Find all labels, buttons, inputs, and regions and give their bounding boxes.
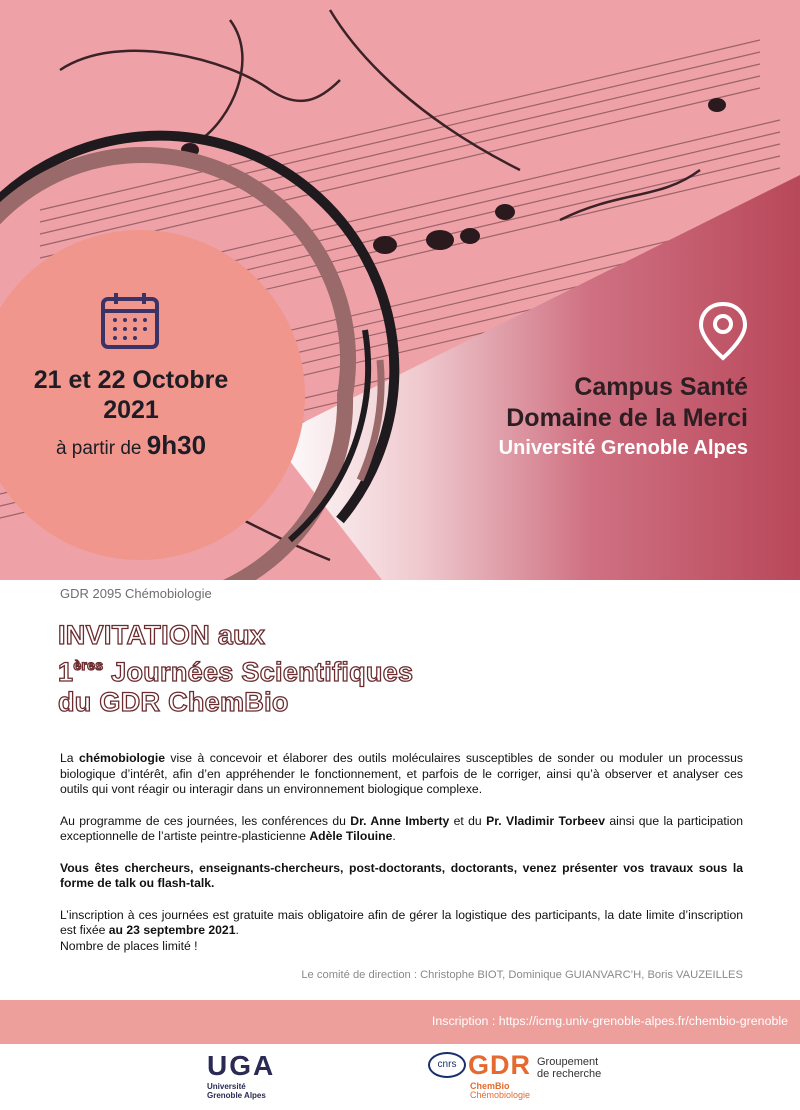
- location-campus: Campus Santé: [574, 373, 748, 401]
- text: ainsi que la participation exceptionnelle de l’artiste peintre-plasticienne: [60, 813, 744, 843]
- speaker-name: Pr. Vladimir Torbeev: [486, 813, 605, 828]
- paragraph-registration: [60, 908, 743, 955]
- uga-subtitle-1: Université: [207, 1082, 246, 1091]
- gdr-logo: GDR: [468, 1050, 531, 1080]
- calendar-icon: [100, 290, 162, 352]
- invitation-title: [58, 620, 413, 717]
- uga-logo: [207, 1050, 275, 1100]
- registration-bar: [0, 1000, 800, 1044]
- title-line-1: INVITATION aux: [58, 620, 266, 650]
- registration-deadline: au 23 septembre 2021: [108, 923, 236, 937]
- gdr-group-line-2: de recherche: [537, 1068, 602, 1080]
- location-pin-icon: [695, 300, 751, 362]
- paragraph-call: [60, 861, 743, 892]
- title-ordinal-suffix: ères: [73, 657, 104, 673]
- chembio-line-1: ChemBio: [470, 1081, 510, 1091]
- event-location: [499, 372, 748, 462]
- committee-line: Le comité de direction : Christophe BIOT, Dominique GUIANVARC’H, Boris VAUZEILLES: [301, 969, 743, 981]
- registration-text: [432, 1014, 788, 1028]
- text: .: [392, 829, 396, 843]
- registration-label: Inscription :: [431, 1014, 499, 1028]
- title-ordinal: 1: [58, 657, 74, 687]
- location-university: Université Grenoble Alpes: [498, 437, 748, 459]
- location-domain: Domaine de la Merci: [506, 404, 748, 432]
- paragraph-program: [60, 814, 743, 845]
- keyword-chemobiology: chémobiologie: [78, 751, 165, 765]
- registration-link[interactable]: https://icmg.univ-grenoble-alpes.fr/chembio-grenoble: [498, 1014, 788, 1028]
- paragraph-definition: [60, 751, 743, 798]
- gdr-group-line-1: Groupement: [537, 1056, 599, 1068]
- date-year: 2021: [103, 396, 159, 424]
- event-date: [0, 365, 262, 469]
- text: La: [60, 751, 79, 765]
- limited-seats: Nombre de places limité !: [60, 938, 198, 953]
- uga-wordmark: UGA: [207, 1050, 276, 1081]
- speaker-name: Dr. Anne Imberty: [350, 813, 450, 828]
- chembio-label: [470, 1082, 530, 1100]
- gdr-group-label: [537, 1056, 601, 1080]
- title-line-2: [58, 650, 413, 687]
- text: vise à concevoir et élaborer des outils moléculaires susceptibles de sonder ou moduler un processus biologique d’intérêt, afin d’en appréhender le fonctionnement, et parfois de le corriger, ainsi qu’à observer et analyser ces outils qui vont réagir ou interagir dans un environnement biologique complexe.: [60, 751, 743, 796]
- start-time-line: [0, 425, 262, 469]
- text: Au programme de ces journées, les conférences du: [60, 813, 351, 828]
- start-time: 9h30: [146, 430, 207, 460]
- text: L’inscription à ces journées est gratuite mais obligatoire afin de gérer la logistique des participants, la date limite d’inscription est fixée: [60, 907, 743, 937]
- chembio-line-2: Chémobiologie: [470, 1090, 531, 1100]
- text: .: [235, 923, 239, 937]
- from-label: à partir de: [55, 438, 142, 459]
- date-days: 21 et 22 Octobre: [33, 366, 229, 394]
- call-for-talks: Vous êtes chercheurs, enseignants-chercheurs, post-doctorants, doctorants, venez présenter vos travaux sous la forme de talk ou flash-talk.: [60, 860, 743, 890]
- invitation-body: [60, 751, 743, 954]
- uga-subtitle-2: Grenoble Alpes: [207, 1091, 266, 1100]
- title-line-3: du GDR ChemBio: [58, 687, 289, 717]
- artist-name: Adèle Tilouine: [309, 829, 393, 843]
- text: et du: [449, 813, 487, 828]
- organization-code: GDR 2095 Chémobiologie: [60, 586, 212, 601]
- cnrs-logo: cnrs: [428, 1052, 466, 1078]
- title-line-2-rest: Journées Scientifiques: [103, 657, 414, 687]
